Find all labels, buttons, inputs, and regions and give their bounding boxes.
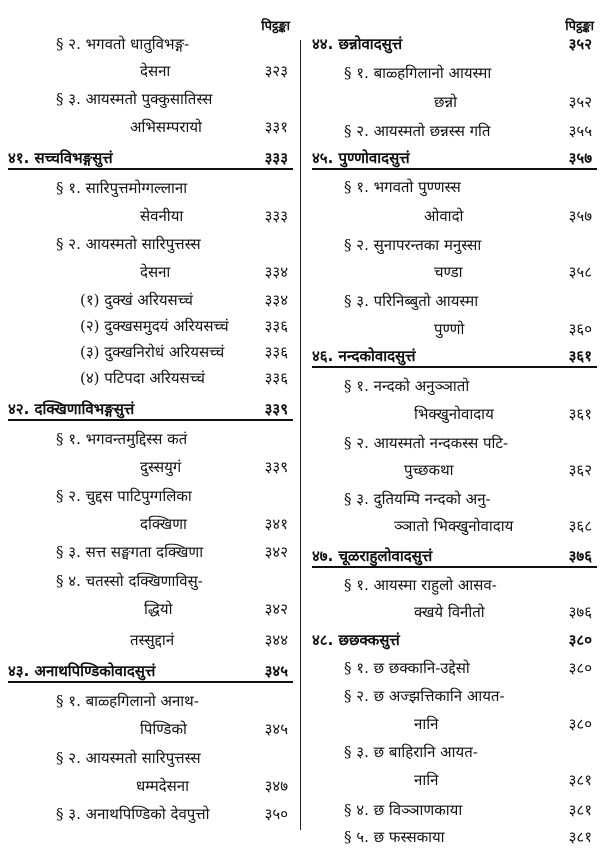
toc-entry	[140, 59, 288, 83]
toc-entry	[344, 289, 592, 313]
sutta-heading	[8, 397, 288, 421]
page-number: ३४५	[264, 720, 288, 738]
toc-entry	[424, 204, 592, 228]
toc-entry	[404, 458, 592, 482]
page-number: ३५७	[568, 207, 592, 225]
toc-entry	[344, 374, 592, 398]
entry-title: चण्डा	[434, 263, 463, 281]
entry-title: छन्नो	[434, 93, 457, 111]
toc-entry	[130, 628, 288, 652]
toc-entry	[140, 204, 288, 228]
entry-title: नानि	[414, 715, 439, 733]
toc-entry	[80, 314, 288, 338]
toc-entry	[56, 746, 288, 770]
toc-entry	[344, 684, 592, 708]
entry-title: § १. छ छक्कानि-उद्देसो	[344, 659, 470, 677]
page-number: ३६१	[568, 405, 592, 423]
entry-title: § २. छ अज्झत्तिकानि आयत-	[344, 687, 505, 705]
entry-title: क्खये विनीतो	[414, 603, 485, 621]
entry-title: सेवनीया	[140, 207, 184, 225]
toc-entry	[56, 87, 288, 111]
toc-entry	[56, 689, 288, 713]
toc-entry	[344, 825, 592, 849]
entry-title: देसना	[140, 263, 171, 281]
entry-title: भिक्खुनोवादाय	[414, 405, 494, 423]
toc-entry	[56, 484, 288, 508]
page-number: ३५५	[568, 122, 592, 140]
entry-title: (१) दुक्खं अरियसच्चं	[80, 291, 193, 309]
toc-entry	[434, 260, 592, 284]
entry-title: § ४. चतस्सो दक्खिणाविसु-	[56, 572, 203, 590]
entry-title: § १. बाळ्हगिलानो अनाथ-	[56, 692, 199, 710]
sutta-heading	[312, 146, 592, 170]
entry-title: धम्मदेसना	[136, 777, 189, 795]
page-number: ३८१	[568, 828, 592, 846]
page-number: ३८०	[568, 631, 592, 649]
entry-title: § २. आयस्मतो सारिपुत्तस्स	[56, 235, 201, 253]
toc-entry	[80, 340, 288, 364]
sutta-heading	[312, 344, 592, 368]
entry-title: § १. भगवन्तमुद्दिस्स कतं	[56, 430, 188, 448]
page-number: ३८१	[568, 771, 592, 789]
toc-entry	[136, 774, 288, 798]
toc-entry	[344, 119, 592, 143]
page-number: ३३९	[264, 458, 288, 476]
entry-title: § २. आयस्मतो छन्नस्स गति	[344, 122, 491, 140]
entry-title: § ३. छ बाहिरानि आयत-	[344, 743, 478, 761]
page-number: ३३६	[264, 369, 288, 387]
entry-title: ४७. चूळराहुलोवादसुत्तं	[312, 547, 433, 565]
page-number: ३३४	[264, 263, 288, 281]
page-number: ३३१	[264, 118, 288, 136]
toc-entry	[80, 366, 288, 390]
page-number: ३४२	[264, 600, 288, 618]
sutta-heading	[8, 659, 288, 683]
toc-entry	[434, 317, 592, 341]
sutta-heading	[312, 544, 592, 568]
column-divider	[300, 40, 301, 830]
page-number: ३५८	[568, 263, 592, 281]
toc-entry	[56, 176, 288, 200]
page-number: ३३६	[264, 317, 288, 335]
toc-entry	[344, 431, 592, 455]
page-number: ३२३	[264, 62, 288, 80]
toc-entry	[56, 802, 288, 826]
entry-title: § २. आयस्मतो सारिपुत्तस्स	[56, 749, 201, 767]
page-number: ३६८	[568, 517, 592, 535]
entry-title: पुच्छकथा	[404, 461, 454, 479]
entry-title: पुण्णो	[434, 320, 465, 338]
toc-entry	[394, 514, 592, 538]
page-number-header: पिट्ठङ्का	[261, 19, 290, 34]
entry-title: § २. आयस्मतो नन्दकस्स पटि-	[344, 434, 509, 452]
entry-title: ४५. पुण्णोवादसुत्तं	[312, 149, 410, 167]
toc-entry	[144, 597, 288, 621]
entry-title: ओवादो	[424, 207, 464, 225]
sutta-heading	[312, 32, 592, 56]
toc-entry	[140, 512, 288, 536]
section-rule	[8, 681, 293, 683]
page-number: ३५२	[568, 93, 592, 111]
page-number: ३४२	[264, 543, 288, 561]
toc-entry	[140, 455, 288, 479]
page-number: ३३९	[264, 400, 288, 418]
sutta-heading	[8, 146, 288, 170]
toc-entry	[130, 115, 288, 139]
toc-entry	[414, 600, 592, 624]
page-number: ३६०	[568, 320, 592, 338]
entry-title: § ४. छ विञ्ञाणकाया	[344, 801, 463, 819]
page-number: ३७६	[568, 603, 592, 621]
entry-title: (४) पटिपदा अरियसच्चं	[80, 369, 205, 387]
page-number: ३८०	[568, 715, 592, 733]
entry-title: § १. बाळ्हगिलानो आयस्मा	[344, 64, 492, 82]
entry-title: § १. नन्दको अनुञ्ञातो	[344, 377, 470, 395]
entry-title: § ५. छ फस्सकाया	[344, 828, 445, 846]
entry-title: § १. सारिपुत्तमोग्गल्लाना	[56, 179, 188, 197]
toc-entry	[344, 656, 592, 680]
page-number: ३६१	[568, 347, 592, 365]
section-rule	[312, 168, 597, 170]
page-number: ३५२	[568, 35, 592, 53]
entry-title: ञ्ञातो भिक्खुनोवादाय	[394, 517, 514, 535]
page-number-header: पिट्ठङ्का	[565, 19, 594, 34]
page-number: ३४५	[264, 662, 288, 680]
page-number: ३३६	[264, 343, 288, 361]
toc-entry	[344, 798, 592, 822]
entry-title: तस्सुद्दानं	[130, 631, 175, 649]
page-number: ३३३	[264, 149, 288, 167]
page-number: ३४४	[264, 631, 288, 649]
toc-entry	[344, 573, 592, 597]
toc-entry	[414, 712, 592, 736]
section-rule	[312, 366, 597, 368]
toc-entry	[344, 487, 592, 511]
entry-title: अभिसम्परायो	[130, 118, 202, 136]
entry-title: ४४. छन्नोवादसुत्तं	[312, 35, 403, 53]
entry-title: § २. चुद्दस पाटिपुग्गलिका	[56, 487, 192, 505]
entry-title: दुस्सयुगं	[140, 458, 182, 476]
toc-entry	[140, 260, 288, 284]
entry-title: दक्खिणा	[140, 515, 187, 533]
toc-entry	[434, 90, 592, 114]
page-number: ३४१	[264, 515, 288, 533]
sutta-heading	[312, 628, 592, 652]
section-rule	[8, 168, 293, 170]
toc-entry	[344, 233, 592, 257]
page-number: ३७६	[568, 547, 592, 565]
page-number: ३३३	[264, 207, 288, 225]
entry-title: § १. आयस्मा राहुलो आसव-	[344, 576, 497, 594]
entry-title: § २. भगवतो धातुविभङ्ग-	[56, 35, 190, 53]
entry-title: § ३. अनाथपिण्डिको देवपुत्तो	[56, 805, 210, 823]
toc-entry	[344, 740, 592, 764]
entry-title: § ३. दुतियम्पि नन्दको अनु-	[344, 490, 491, 508]
entry-title: ४२. दक्खिणाविभङ्गसुत्तं	[8, 400, 135, 418]
page-number: ३५७	[568, 149, 592, 167]
toc-entry	[56, 232, 288, 256]
toc-entry	[80, 288, 288, 312]
entry-title: द्धियो	[144, 600, 173, 618]
page-number: ३५०	[264, 805, 288, 823]
toc-entry	[56, 569, 288, 593]
page-number: ३३४	[264, 291, 288, 309]
entry-title: पिण्डिको	[140, 720, 187, 738]
entry-title: ४६. नन्दकोवादसुत्तं	[312, 347, 416, 365]
page-number: ३८१	[568, 801, 592, 819]
page-number: ३८०	[568, 659, 592, 677]
toc-entry	[56, 427, 288, 451]
entry-title: § १. भगवतो पुण्णस्स	[344, 178, 461, 196]
entry-title: § ३. परिनिब्बुतो आयस्मा	[344, 292, 479, 310]
toc-entry	[56, 32, 288, 56]
entry-title: ४८. छछक्कसुत्तं	[312, 631, 400, 649]
entry-title: (२) दुक्खसमुदयं अरियसच्चं	[80, 317, 229, 335]
toc-entry	[56, 540, 288, 564]
page-number: ३६२	[568, 461, 592, 479]
section-rule	[312, 566, 597, 568]
entry-title: (३) दुक्खनिरोधं अरियसच्चं	[80, 343, 225, 361]
page-number: ३४७	[264, 777, 288, 795]
toc-entry	[140, 717, 288, 741]
entry-title: नानि	[414, 771, 439, 789]
toc-entry	[344, 175, 592, 199]
entry-title: § ३. आयस्मतो पुक्कुसातिस्स	[56, 90, 213, 108]
entry-title: § २. सुनापरन्तका मनुस्सा	[344, 236, 482, 254]
entry-title: § ३. सत्त सङ्घगता दक्खिणा	[56, 543, 204, 561]
entry-title: देसना	[140, 62, 171, 80]
toc-entry	[414, 768, 592, 792]
entry-title: ४१. सच्चविभङ्गसुत्तं	[8, 149, 113, 167]
section-rule	[8, 419, 293, 421]
toc-entry	[414, 402, 592, 426]
toc-entry	[344, 61, 592, 85]
entry-title: ४३. अनाथपिण्डिकोवादसुत्तं	[8, 662, 156, 680]
